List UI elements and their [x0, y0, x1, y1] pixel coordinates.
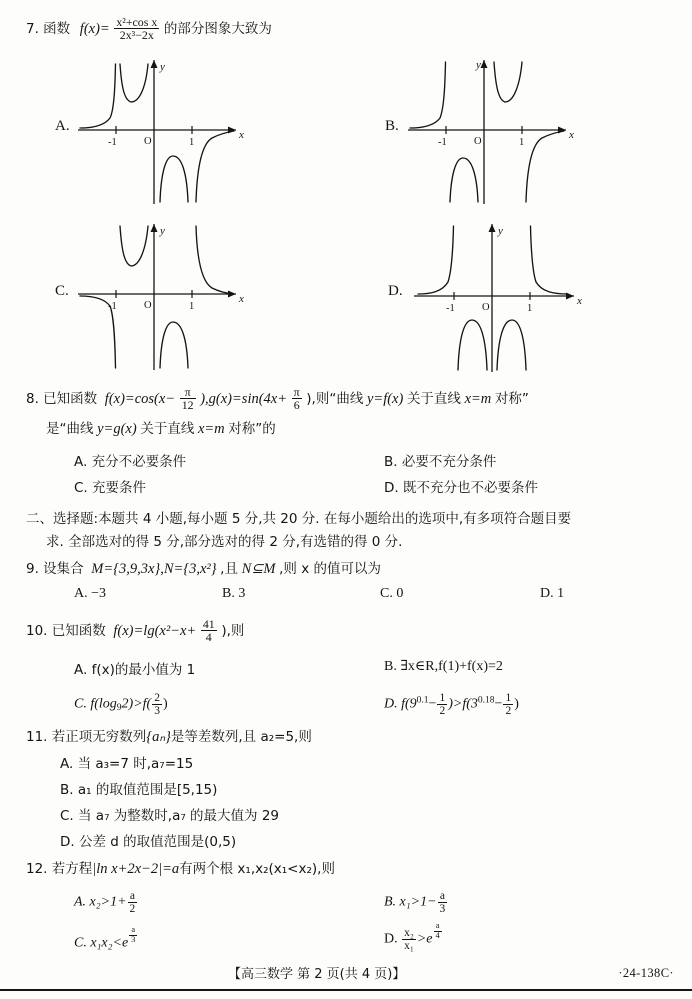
q10-option-d[interactable]: [384, 692, 519, 717]
choice-label-d[interactable]: D.: [388, 283, 403, 299]
q11-option-d[interactable]: D. 公差 d 的取值范围是(0,5): [60, 834, 237, 850]
q10-c-den: 3: [154, 705, 160, 718]
q12-a-num: a: [128, 890, 138, 903]
graph-option-a[interactable]: [76, 52, 246, 212]
q10-d-mid2: )>f(3: [448, 696, 478, 712]
q12-c-den: 3: [131, 934, 136, 944]
svg-text:-1: -1: [438, 137, 447, 148]
q8-mid: ),则“曲线: [306, 390, 364, 407]
q8-l2d: x=m: [197, 421, 225, 437]
q11-option-a[interactable]: A. 当 a₃=7 时,a₇=15: [60, 756, 194, 772]
graph-option-b[interactable]: [406, 52, 581, 212]
footer-paper-code: ·24-138C·: [618, 966, 674, 980]
q8-option-a[interactable]: A. 充分不必要条件: [74, 454, 187, 470]
q10-option-b[interactable]: B. ∃x∈R,f(1)+f(x)=2: [384, 659, 503, 674]
q8-xm: x=m: [464, 390, 492, 407]
q10-c-num: 2: [154, 692, 160, 704]
q9-tail: ,则 x 的值可以为: [279, 561, 381, 577]
q9-comma: ,: [160, 561, 164, 577]
svg-text:1: 1: [527, 303, 533, 314]
q10-d-num1: 1: [439, 692, 446, 704]
q12-option-a[interactable]: [74, 890, 138, 915]
q12-d-mid: >e: [416, 931, 433, 947]
q10-option-a[interactable]: A. f(x)的最小值为 1: [74, 662, 196, 678]
q12-option-c[interactable]: [74, 926, 138, 951]
question-10-stem: [26, 618, 244, 644]
q8-l2b: y=g(x): [97, 421, 137, 437]
q10-d-mid3: −: [494, 696, 503, 712]
q12-d-ratio: [402, 927, 416, 952]
q7-numerator: x²+cos x: [116, 15, 158, 29]
q9-set-m: M={3,9,3x}: [91, 561, 161, 577]
graph-option-c[interactable]: [76, 216, 251, 378]
svg-text:1: 1: [519, 137, 525, 148]
q9-option-b[interactable]: B. 3: [222, 586, 246, 601]
section-two-desc1: 本题共 4 小题,每小题 5 分,共 20 分. 在每小题给出的选项中,有多项符合题目要: [98, 511, 572, 527]
q12-d-exponent: [434, 922, 442, 941]
q8-l2a: 是“曲线: [46, 421, 94, 437]
q9-set-n: N={3,x²}: [163, 561, 217, 577]
q12-option-d[interactable]: [384, 922, 443, 952]
svg-text:O: O: [144, 136, 152, 147]
svg-text:x: x: [577, 295, 582, 307]
q10-frac-den: 4: [205, 630, 212, 645]
q10-lead: 10. 已知函数: [26, 622, 106, 639]
q12-d-den: 4: [435, 930, 440, 940]
q12-d-num: a: [434, 922, 442, 932]
q8-yfx: y=f(x): [366, 390, 404, 407]
footer-page-info: 【高三数学 第 2 页(共 4 页)】: [228, 967, 406, 982]
question-7-stem: [26, 16, 272, 42]
q8-lead: 8. 已知函数: [26, 390, 98, 407]
q10-fx: f(x)=lg(x²−x+: [113, 622, 197, 639]
section-two-title: 二、选择题:: [26, 511, 99, 527]
svg-text:-1: -1: [446, 303, 455, 314]
q10-d-fraction-1: [437, 692, 447, 717]
q10-d-sup1: 0.1: [416, 695, 429, 706]
q12-b-pre: B. x₁>1−: [384, 894, 437, 910]
q12-b-den: 3: [439, 903, 446, 916]
svg-text:O: O: [144, 300, 152, 311]
q10-c-sub: 9: [116, 703, 122, 714]
graph-option-d[interactable]: [412, 216, 590, 378]
q8-f-expr: f(x)=cos(x−: [104, 390, 176, 407]
q10-option-c[interactable]: [74, 692, 168, 717]
q12-a-pre: A. x₂>1+: [74, 894, 127, 910]
q9-and: ,且: [220, 561, 238, 577]
q9-lead: 9. 设集合: [26, 561, 84, 577]
q8-option-d[interactable]: D. 既不充分也不必要条件: [384, 480, 538, 496]
svg-text:O: O: [482, 302, 490, 313]
svg-text:x: x: [239, 293, 244, 305]
q10-c-fraction: [152, 692, 162, 717]
question-11-stem: [26, 726, 312, 748]
section-two-line1: [26, 508, 571, 530]
footer-rule: [0, 989, 692, 991]
q11-seq: {aₙ}: [146, 729, 171, 745]
q10-frac-num: 41: [202, 617, 215, 631]
q10-d-den1: 2: [439, 705, 446, 718]
q10-d-den2: 2: [505, 705, 512, 718]
q7-tail: 的部分图象大致为: [163, 20, 272, 37]
q8-frac1-den: 12: [181, 398, 194, 413]
q8-sym1: 关于直线: [406, 390, 461, 407]
q12-d-den0: x₁: [404, 939, 414, 952]
q10-d-num2: 1: [505, 692, 512, 704]
q10-d-mid: −: [428, 696, 437, 712]
choice-label-c[interactable]: C.: [55, 283, 69, 299]
q12-tail: 有两个根 x₁,x₂(x₁<x₂),则: [179, 861, 335, 877]
q7-label: 7. 函数: [26, 20, 71, 37]
question-8-line1: [26, 386, 529, 412]
q12-b-fraction: [438, 890, 448, 915]
q10-d-end: ): [514, 696, 519, 712]
question-8-line2: [46, 418, 276, 440]
svg-text:1: 1: [189, 137, 195, 148]
svg-text:x: x: [569, 129, 574, 141]
q10-c-mid: 2)>f(: [121, 696, 152, 712]
q7-fraction: [114, 16, 159, 42]
q12-equation: |ln x+2x−2|=a: [92, 861, 180, 877]
q8-frac1-num: π: [180, 386, 196, 399]
choice-label-b[interactable]: B.: [385, 118, 399, 134]
svg-text:-1: -1: [108, 301, 117, 312]
svg-text:y: y: [160, 225, 165, 237]
q12-option-b[interactable]: [384, 890, 448, 915]
q10-c-end: ): [162, 696, 168, 712]
section-two-line2: 求. 全部选对的得 5 分,部分选对的得 2 分,有选错的得 0 分.: [46, 534, 403, 550]
choice-label-a[interactable]: A.: [55, 118, 70, 134]
q9-option-a[interactable]: A. −3: [74, 586, 107, 601]
question-12-stem: [26, 858, 335, 880]
page-footer: [0, 961, 692, 991]
q7-denominator: 2x³−2x: [119, 28, 154, 43]
q12-d-num0: x₂: [404, 926, 414, 939]
q10-fraction: [201, 618, 217, 644]
svg-text:O: O: [474, 136, 482, 147]
svg-text:y: y: [498, 225, 503, 237]
question-9-stem: [26, 558, 381, 580]
q12-a-den: 2: [129, 903, 136, 916]
q12-c-pre: C. x₁x₂<e: [74, 935, 129, 951]
q9-option-d[interactable]: D. 1: [540, 586, 565, 601]
q8-frac2-den: 6: [293, 398, 300, 413]
svg-text:y: y: [476, 59, 481, 71]
q8-frac2-num: π: [293, 385, 300, 399]
q8-fraction-2: [292, 386, 302, 412]
q10-d-sup2: 0.18: [477, 695, 495, 706]
q12-b-num: a: [438, 890, 448, 903]
q11-option-b[interactable]: B. a₁ 的取值范围是[5,15): [60, 782, 218, 798]
q8-sym2: 对称”: [494, 390, 529, 407]
q10-tail: ),则: [221, 622, 245, 639]
q9-option-c[interactable]: C. 0: [380, 586, 404, 601]
q12-d-pre: D.: [384, 931, 402, 947]
q11-lead: 11. 若正项无穷数列: [26, 729, 147, 745]
q8-g-expr: ),g(x)=sin(4x+: [200, 390, 288, 407]
q10-d-pre: D. f(9: [384, 696, 417, 712]
q10-d-fraction-2: [503, 692, 513, 717]
svg-text:y: y: [160, 61, 165, 73]
q7-fx: f(x)=: [79, 20, 110, 37]
q8-fraction-1: [180, 386, 196, 412]
q12-lead: 12. 若方程: [26, 861, 93, 877]
svg-text:-1: -1: [108, 137, 117, 148]
q11-option-c[interactable]: C. 当 a₇ 为整数时,a₇ 的最大值为 29: [60, 808, 280, 824]
q8-option-c[interactable]: C. 充要条件: [74, 480, 147, 496]
q9-subset: N⊆M: [241, 561, 276, 577]
q12-c-num: a: [129, 926, 137, 936]
svg-text:x: x: [239, 129, 244, 141]
q8-l2c: 关于直线: [140, 421, 195, 437]
q8-option-b[interactable]: B. 必要不充分条件: [384, 454, 497, 470]
q11-tail: 是等差数列,且 a₂=5,则: [170, 729, 312, 745]
q8-l2e: 对称”的: [228, 421, 276, 437]
q12-a-fraction: [128, 890, 138, 915]
q12-c-exponent: [129, 926, 137, 945]
svg-text:1: 1: [189, 301, 195, 312]
q10-c-pre: C. f(log: [74, 696, 117, 712]
